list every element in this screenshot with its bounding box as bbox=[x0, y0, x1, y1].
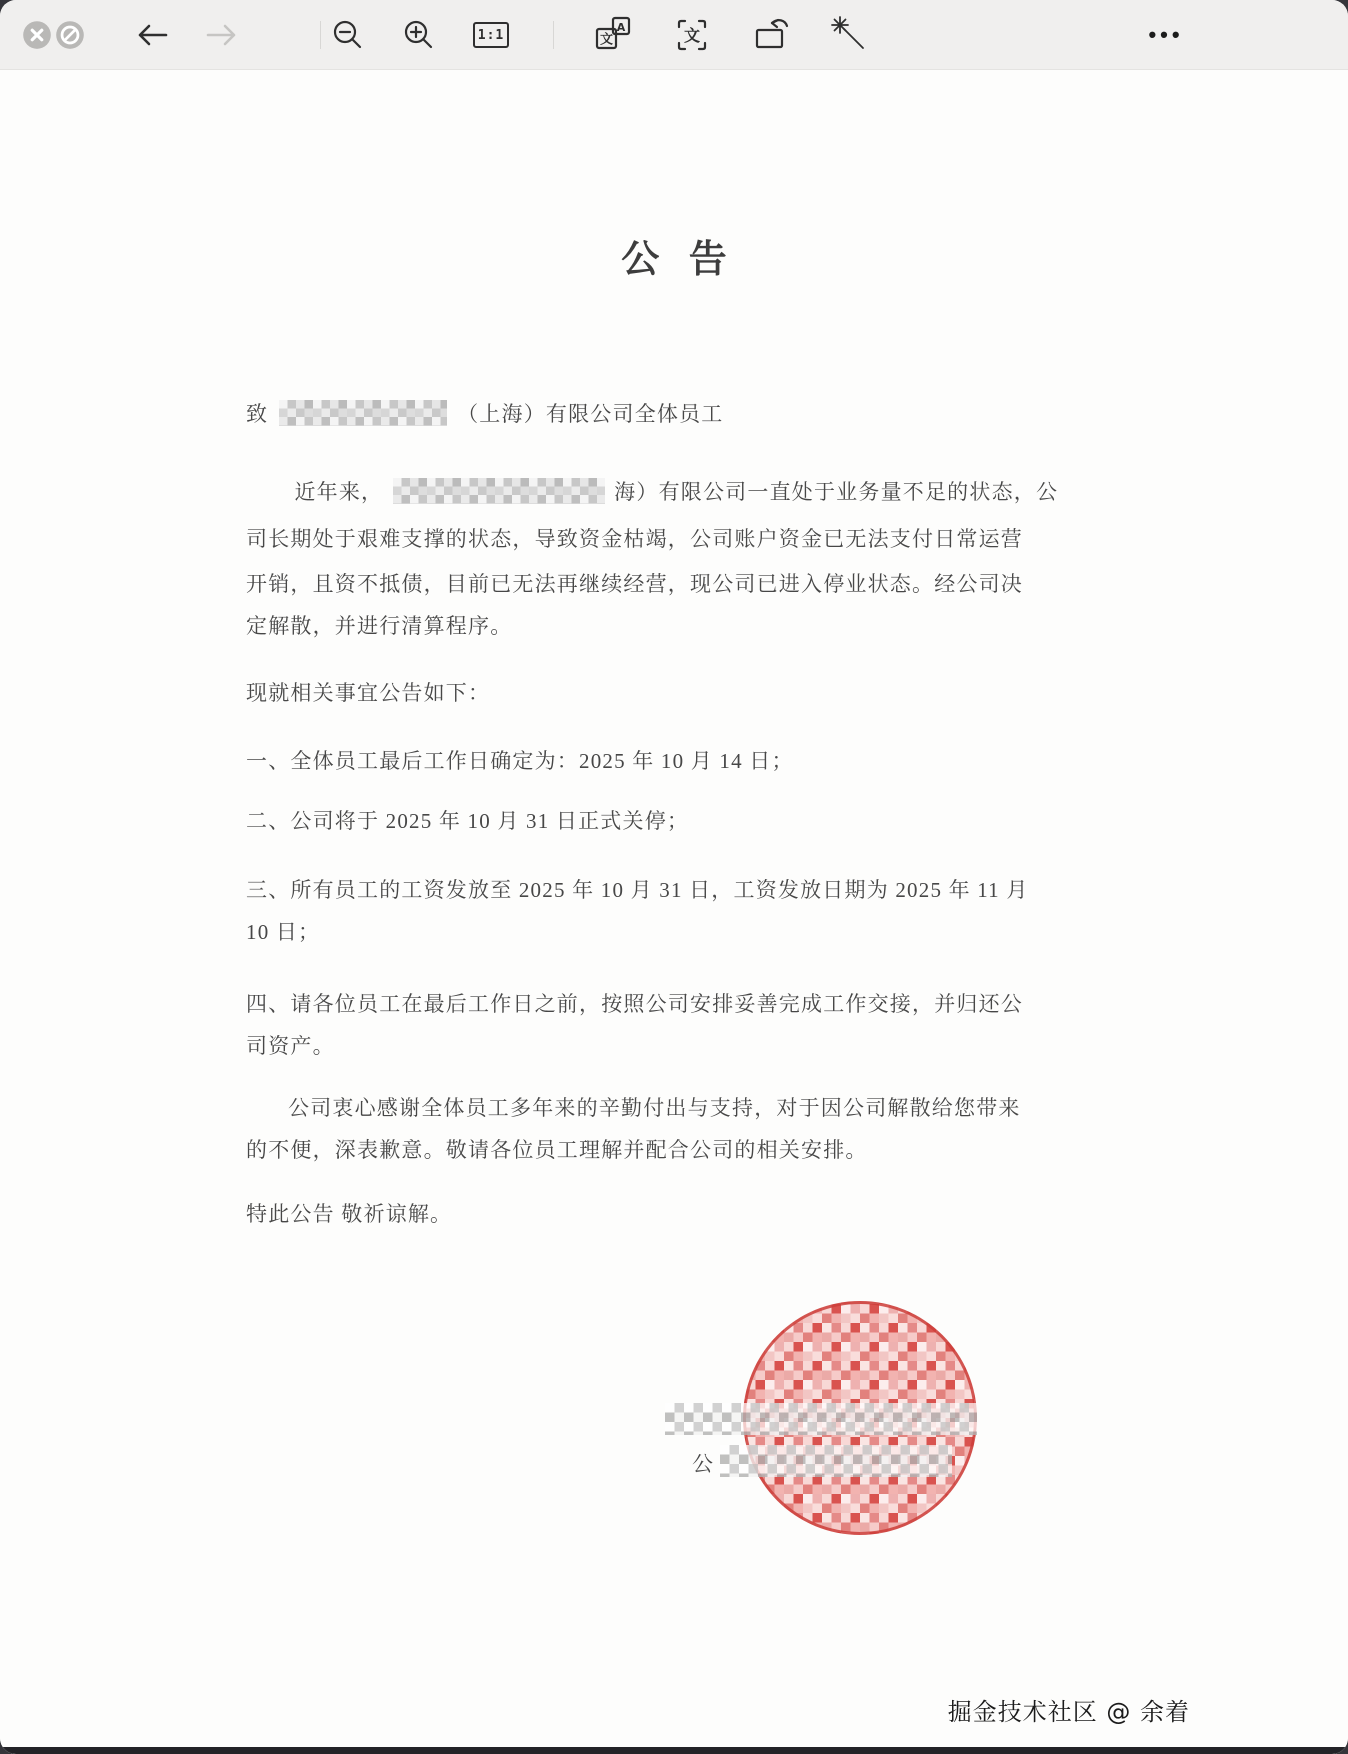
censored-company-name bbox=[393, 478, 605, 504]
back-button[interactable] bbox=[132, 15, 172, 55]
paragraph-line: 定解散，并进行清算程序。 bbox=[246, 614, 513, 638]
announcement-document bbox=[0, 70, 1348, 1754]
thanks-line1: 公司衷心感谢全体员工多年来的辛勤付出与支持，对于因公司解散给您带来 bbox=[288, 1096, 1021, 1120]
bottom-edge bbox=[0, 1747, 1348, 1754]
viewer-toolbar bbox=[0, 0, 1348, 70]
list-item-2: 二、公司将于 2025 年 10 月 31 日正式关停； bbox=[246, 809, 690, 833]
para1-line1-suffix: 海）有限公司一直处于业务量不足的状态，公 bbox=[614, 480, 1059, 504]
list-item-1: 一、全体员工最后工作日确定为：2025 年 10 月 14 日； bbox=[246, 749, 794, 773]
translate-button[interactable] bbox=[593, 15, 633, 55]
censored-signature-line2 bbox=[720, 1445, 952, 1477]
more-button[interactable] bbox=[1146, 15, 1186, 55]
svg-text:A: A bbox=[616, 21, 626, 34]
paragraph-line bbox=[246, 470, 1059, 514]
zoom-in-icon bbox=[401, 17, 437, 53]
rotate-icon bbox=[752, 15, 792, 55]
more-icon: ••• bbox=[1148, 22, 1184, 47]
toolbar-divider bbox=[553, 21, 554, 49]
censored-company-name bbox=[279, 400, 447, 426]
intro-line: 现就相关事宜公告如下： bbox=[246, 681, 491, 705]
zoom-in-button[interactable] bbox=[399, 15, 439, 55]
text-recognition-button[interactable] bbox=[672, 15, 712, 55]
close-icon bbox=[20, 18, 54, 52]
list-item-3-line2: 10 日； bbox=[246, 920, 321, 944]
one-to-one-icon bbox=[473, 22, 509, 48]
recipient-suffix: （上海）有限公司全体员工 bbox=[457, 402, 724, 426]
list-item-4-line1: 四、请各位员工在最后工作日之前，按照公司安排妥善完成工作交接，并归还公 bbox=[246, 992, 1023, 1016]
ocr-scan-icon bbox=[672, 15, 712, 55]
paragraph-line: 开销，且资不抵债，目前已无法再继续经营，现公司已进入停业状态。经公司决 bbox=[246, 572, 1023, 596]
toolbar-divider bbox=[320, 21, 321, 49]
actual-size-button[interactable] bbox=[471, 15, 511, 55]
list-item-3-line1: 三、所有员工的工资发放至 2025 年 10 月 31 日，工资发放日期为 2025 年 11 月 bbox=[246, 878, 1029, 902]
magic-wand-icon bbox=[829, 15, 869, 55]
one-to-one-label: 1:1 bbox=[477, 27, 505, 43]
zoom-out-icon bbox=[330, 17, 366, 53]
signature-line2-prefix: 公 bbox=[692, 1452, 713, 1476]
translate-icon bbox=[593, 15, 633, 55]
retouch-button[interactable] bbox=[829, 15, 869, 55]
censored-signature-line1 bbox=[665, 1403, 977, 1435]
rotate-button[interactable] bbox=[752, 15, 792, 55]
zoom-out-button[interactable] bbox=[328, 15, 368, 55]
thanks-line2: 的不便，深表歉意。敬请各位员工理解并配合公司的相关安排。 bbox=[246, 1138, 868, 1162]
recipient-prefix: 致 bbox=[246, 402, 269, 426]
paragraph-line: 司长期处于艰难支撑的状态，导致资金枯竭，公司账户资金已无法支付日常运营 bbox=[246, 527, 1023, 551]
prohibit-icon bbox=[53, 18, 87, 52]
closing-line: 特此公告 敬祈谅解。 bbox=[246, 1202, 453, 1226]
svg-text:文: 文 bbox=[683, 26, 701, 45]
watermark-text: 掘金技术社区 @ 余着 bbox=[947, 1698, 1190, 1726]
para1-line1-prefix: 近年来， bbox=[294, 480, 384, 504]
list-item-4-line2: 司资产。 bbox=[246, 1034, 335, 1058]
arrow-left-icon bbox=[133, 19, 171, 51]
page-title: 公 告 bbox=[621, 239, 737, 281]
block-button[interactable] bbox=[50, 15, 90, 55]
svg-text:文: 文 bbox=[599, 32, 614, 48]
arrow-right-icon bbox=[203, 19, 241, 51]
recipient-line bbox=[246, 392, 1006, 436]
forward-button[interactable] bbox=[202, 15, 242, 55]
